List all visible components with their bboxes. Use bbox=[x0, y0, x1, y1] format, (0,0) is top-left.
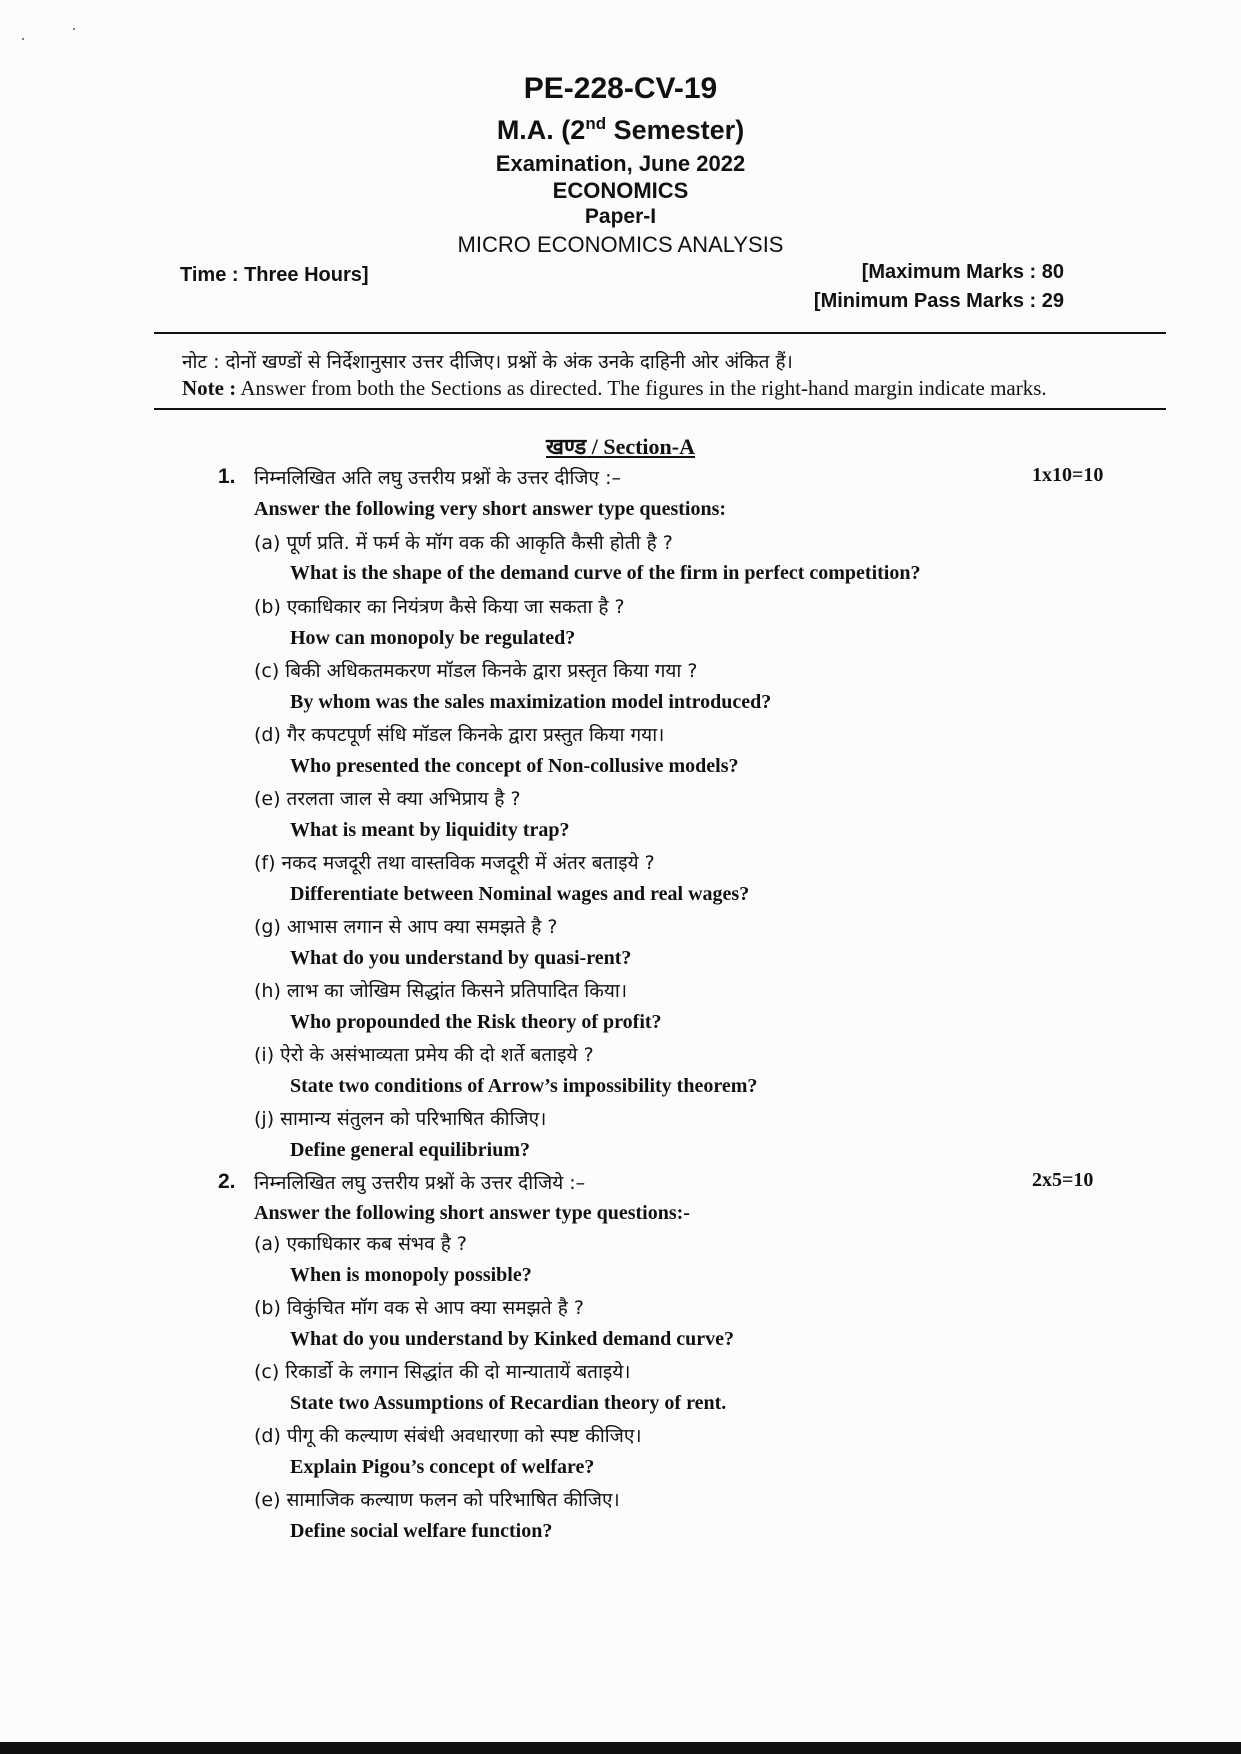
section-english: Section-A bbox=[603, 434, 695, 459]
time-allowed: Time : Three Hours] bbox=[180, 264, 369, 286]
paper-code: PE-228-CV-19 bbox=[523, 72, 718, 105]
sub-question-hindi: (g) आभास लगान से आप क्या समझते है ? bbox=[254, 916, 558, 938]
sub-question-hindi: (h) लाभ का जोखिम सिद्धांत किसने प्रतिपादित किया। bbox=[254, 980, 628, 1002]
sub-question-english: Who propounded the Risk theory of profit? bbox=[290, 1011, 662, 1033]
sub-question-english: What is the shape of the demand curve of the firm in perfect competition? bbox=[290, 562, 921, 584]
sub-question-english: What is meant by liquidity trap? bbox=[290, 819, 570, 841]
sub-question-english: Define social welfare function? bbox=[290, 1520, 553, 1542]
examination-line: Examination, June 2022 bbox=[495, 151, 746, 176]
degree-line bbox=[0, 114, 1241, 146]
sub-question-english: State two conditions of Arrow’s impossibility theorem? bbox=[290, 1075, 758, 1097]
sub-question-hindi: (a) पूर्ण प्रति. में फर्म के मॉग वक की आकृति कैसी होती है ? bbox=[254, 532, 673, 554]
scan-speck bbox=[73, 28, 75, 30]
sub-question-english: By whom was the sales maximization model introduced? bbox=[290, 691, 772, 713]
divider-bottom bbox=[154, 408, 1166, 410]
maximum-marks: [Maximum Marks : 80 bbox=[861, 261, 1064, 283]
question-number: 2. bbox=[218, 1170, 236, 1193]
section-hindi: खण्ड bbox=[546, 434, 587, 459]
degree-superscript: nd bbox=[585, 114, 607, 133]
sub-question-hindi: (c) रिकार्डो के लगान सिद्धांत की दो मान्यातायें बताइये। bbox=[254, 1361, 631, 1383]
sub-question-hindi: (e) सामाजिक कल्याण फलन को परिभाषित कीजिए। bbox=[254, 1489, 620, 1511]
question-hindi: निम्नलिखित लघु उत्तरीय प्रश्नों के उत्तर दीजिये :– bbox=[254, 1172, 586, 1194]
sub-question-english: What do you understand by Kinked demand curve? bbox=[290, 1328, 734, 1350]
sub-question-english: Differentiate between Nominal wages and real wages? bbox=[290, 883, 750, 905]
sub-question-english: What do you understand by quasi-rent? bbox=[290, 947, 632, 969]
sub-question-hindi: (f) नकद मजदूरी तथा वास्तविक मजदूरी में अंतर बताइये ? bbox=[254, 852, 655, 874]
question-marks: 2x5=10 bbox=[1032, 1169, 1094, 1191]
minimum-pass-marks: [Minimum Pass Marks : 29 bbox=[813, 290, 1064, 312]
note-hindi: नोट : दोनों खण्डों से निर्देशानुसार उत्तर दीजिए। प्रश्नों के अंक उनके दाहिनी ओर अंकित हैं। bbox=[182, 351, 793, 373]
question-hindi: निम्नलिखित अति लघु उत्तरीय प्रश्नों के उत्तर दीजिए :– bbox=[254, 467, 621, 489]
question-english: Answer the following very short answer type questions: bbox=[254, 498, 727, 520]
note-text: Answer from both the Sections as directed. The figures in the right-hand margin indicate marks. bbox=[236, 376, 1047, 400]
section-heading bbox=[0, 431, 1241, 461]
sub-question-english: State two Assumptions of Recardian theory of rent. bbox=[290, 1392, 727, 1414]
paper-title: MICRO ECONOMICS ANALYSIS bbox=[457, 232, 784, 257]
scan-bottom-edge bbox=[0, 1742, 1241, 1754]
sub-question-hindi: (j) सामान्य संतुलन को परिभाषित कीजिए। bbox=[254, 1108, 547, 1130]
scan-speck bbox=[22, 38, 24, 40]
sub-question-hindi: (d) पीगू की कल्याण संबंधी अवधारणा को स्पष्ट कीजिए। bbox=[254, 1425, 642, 1447]
paper-line: Paper-I bbox=[584, 205, 657, 228]
subject-line: ECONOMICS bbox=[552, 178, 689, 203]
sub-question-hindi: (a) एकाधिकार कब संभव है ? bbox=[254, 1233, 467, 1255]
degree-suffix: Semester) bbox=[606, 115, 745, 145]
note-label: Note : bbox=[182, 376, 237, 400]
note-english bbox=[182, 376, 1047, 401]
question-english: Answer the following short answer type questions:- bbox=[254, 1202, 690, 1224]
divider-top bbox=[154, 332, 1166, 334]
sub-question-hindi: (i) ऐरो के असंभाव्यता प्रमेय की दो शर्ते बताइये ? bbox=[254, 1044, 594, 1066]
sub-question-hindi: (d) गैर कपटपूर्ण संधि मॉडल किनके द्वारा प्रस्तुत किया गया। bbox=[254, 724, 665, 746]
degree-prefix: M.A. (2 bbox=[496, 115, 586, 145]
sub-question-english: Who presented the concept of Non-collusive models? bbox=[290, 755, 739, 777]
question-number: 1. bbox=[218, 465, 236, 488]
sub-question-hindi: (e) तरलता जाल से क्या अभिप्राय है ? bbox=[254, 788, 521, 810]
sub-question-english: How can monopoly be regulated? bbox=[290, 627, 576, 649]
sub-question-hindi: (b) विकुंचित मॉग वक से आप क्या समझते है ? bbox=[254, 1297, 585, 1319]
sub-question-english: When is monopoly possible? bbox=[290, 1264, 532, 1286]
sub-question-hindi: (c) बिकी अधिकतमकरण मॉडल किनके द्वारा प्रस्तृत किया गया ? bbox=[254, 660, 698, 682]
question-marks: 1x10=10 bbox=[1032, 464, 1104, 486]
sub-question-english: Define general equilibrium? bbox=[290, 1139, 530, 1161]
sub-question-hindi: (b) एकाधिकार का नियंत्रण कैसे किया जा सकता है ? bbox=[254, 596, 625, 618]
section-separator: / bbox=[586, 434, 604, 459]
sub-question-english: Explain Pigou’s concept of welfare? bbox=[290, 1456, 595, 1478]
